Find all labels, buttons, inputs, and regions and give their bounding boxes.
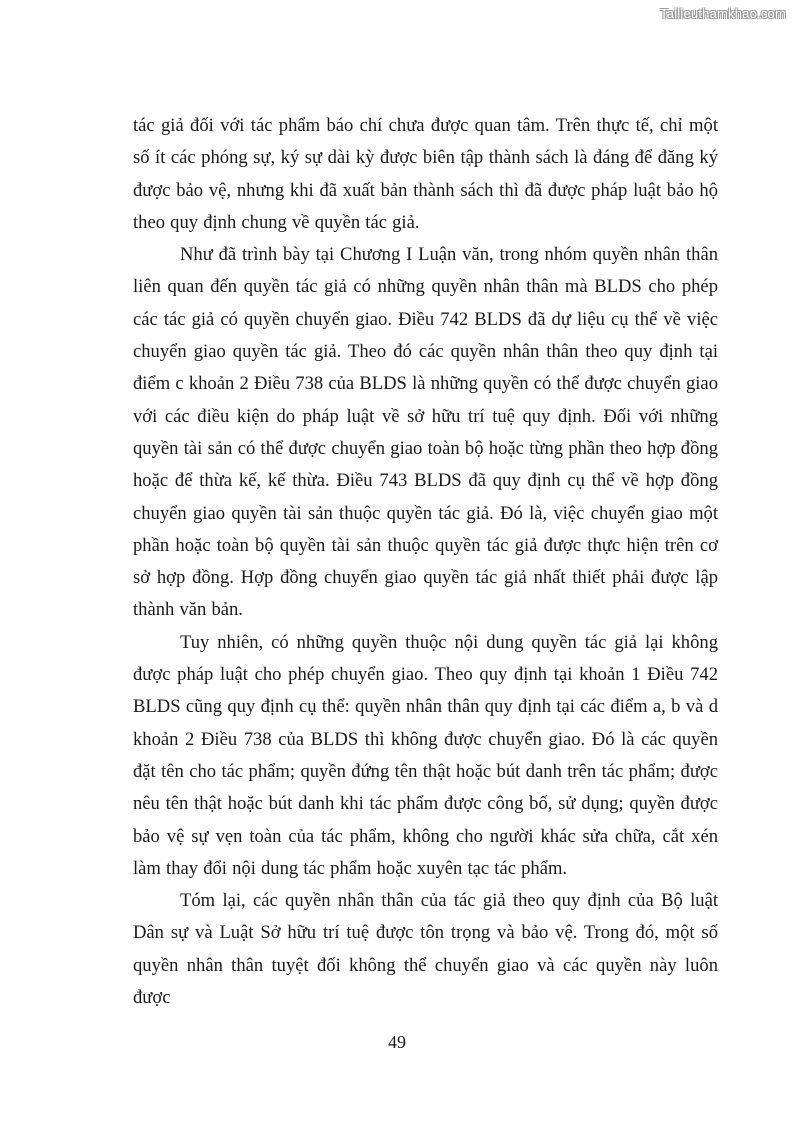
watermark-text: Tailieuthamkhao.com (660, 6, 786, 21)
paragraph-summary: Tóm lại, các quyền nhân thân của tác giả theo quy định của Bộ luật Dân sự và Luật Sở hữu trí tuệ được tôn trọng và bảo vệ. Trong đó, một số quyền nhân thân tuyệt đối không thể chuyển giao và các quyền này luôn được (133, 890, 718, 1009)
paragraph-transfer-rights: Như đã trình bày tại Chương I Luận văn, trong nhóm quyền nhân thân liên quan đến quyền tác giả có những quyền nhân thân mà BLDS cho phép các tác giả có quyền chuyển giao. Điều 742 BLDS đã dự liệu cụ thể về việc chuyển giao quyền tác giả. Theo đó các quyền nhân thân theo quy định tại điểm c khoản 2 Điều 738 của BLDS là những quyền có thể được chuyển giao với các điều kiện do pháp luật về sở hữu trí tuệ quy định. Đối với những quyền tài sản có thể được chuyển giao toàn bộ hoặc từng phần theo hợp đồng hoặc để thừa kế, kế thừa. Điều 743 BLDS đã quy định cụ thể về hợp đồng chuyển giao quyền tài sản thuộc quyền tác giả. Đó là, việc chuyển giao một phần hoặc toàn bộ quyền tài sản thuộc quyền tác giả được thực hiện trên cơ sở hợp đồng. Hợp đồng chuyển giao quyền tác giả nhất thiết phải được lập thành văn bản. (133, 244, 718, 621)
document-body (133, 110, 718, 1014)
paragraph-continuation: tác giả đối với tác phẩm báo chí chưa được quan tâm. Trên thực tế, chỉ một số ít các phóng sự, ký sự dài kỳ được biên tập thành sách là đáng để đăng ký được bảo vệ, nhưng khi đã xuất bản thành sách thì đã được pháp luật bảo hộ theo quy định chung về quyền tác giả. (133, 115, 718, 233)
page-number: 49 (388, 1032, 406, 1052)
paragraph-non-transferable-rights: Tuy nhiên, có những quyền thuộc nội dung quyền tác giả lại không được pháp luật cho phép chuyển giao. Theo quy định tại khoản 1 Điều 742 BLDS cũng quy định cụ thể: quyền nhân thân quy định tại các điểm a, b và d khoản 2 Điều 738 của BLDS thì không được chuyển giao. Đó là các quyền đặt tên cho tác phẩm; quyền đứng tên thật hoặc bút danh trên tác phẩm; được nêu tên thật hoặc bút danh khi tác phẩm được công bố, sử dụng; quyền được bảo vệ sự vẹn toàn của tác phẩm, không cho người khác sửa chữa, cắt xén làm thay đổi nội dung tác phẩm hoặc xuyên tạc tác phẩm. (133, 631, 718, 879)
